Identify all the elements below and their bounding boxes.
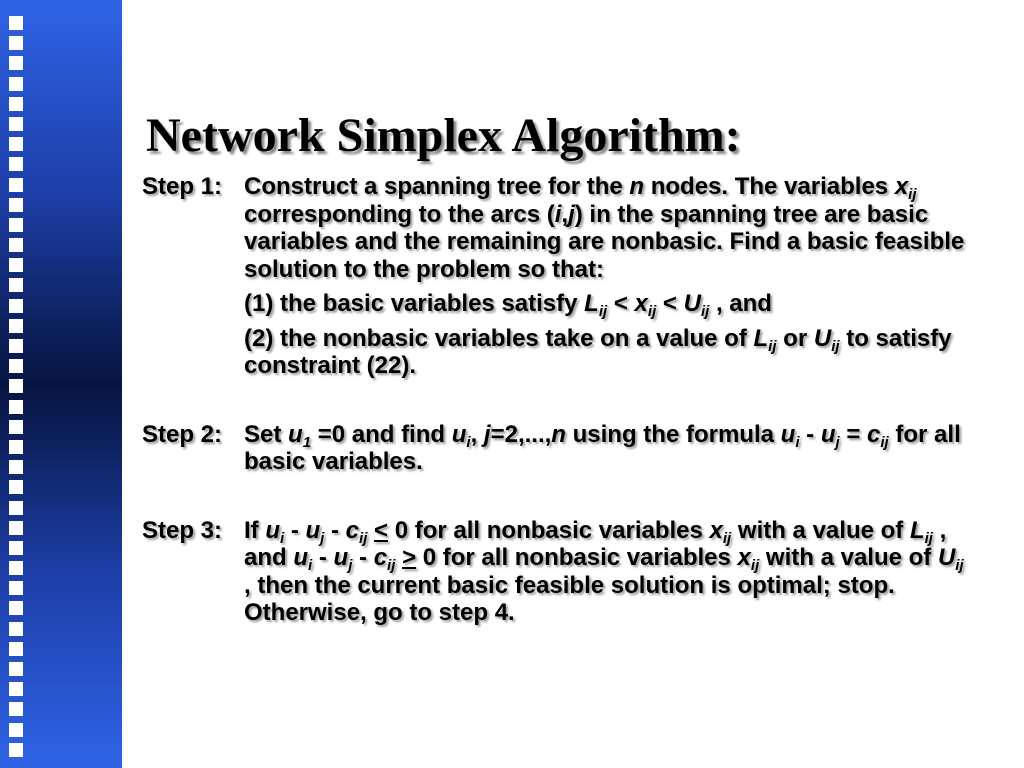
bullet-square xyxy=(9,359,23,373)
bullet-square xyxy=(9,480,23,494)
bullet-square xyxy=(9,400,23,414)
less-equal-sign: < xyxy=(374,516,389,544)
step-2-label: Step 2: xyxy=(142,420,223,448)
bullet-square xyxy=(9,440,23,454)
sidebar-squares xyxy=(9,16,23,763)
bullet-square xyxy=(9,581,23,595)
bullet-square xyxy=(9,117,23,131)
bullet-square xyxy=(9,97,23,111)
step-2 xyxy=(142,421,972,476)
bullet-square xyxy=(9,36,23,50)
sidebar-gradient xyxy=(0,0,122,768)
bullet-square xyxy=(9,601,23,615)
bullet-square xyxy=(9,319,23,333)
bullet-square xyxy=(9,339,23,353)
bullet-square xyxy=(9,460,23,474)
step-1-condition-1: (1) the basic variables satisfy $L_{ij} < x_{ij} < U_{ij}$ , and xyxy=(244,290,772,320)
bullet-square xyxy=(9,501,23,515)
bullet-square xyxy=(9,178,23,192)
bullet-square xyxy=(9,379,23,393)
bullet-square xyxy=(9,420,23,434)
bullet-square xyxy=(9,137,23,151)
greater-equal-sign: > xyxy=(402,544,417,571)
step-3-label: Step 3: xyxy=(142,516,223,544)
step-1-body xyxy=(244,173,972,380)
bullet-square xyxy=(9,218,23,232)
step-1-condition-2: (2) the nonbasic variables take on a value of $L_{ij}$ or $U_{ij}$ to satisfy constraint (22). xyxy=(244,324,952,379)
bullet-square xyxy=(9,278,23,292)
bullet-square xyxy=(9,157,23,171)
bullet-square xyxy=(9,642,23,656)
bullet-square xyxy=(9,258,23,272)
bullet-square xyxy=(9,541,23,555)
bullet-square xyxy=(9,299,23,313)
bullet-square xyxy=(9,521,23,535)
step-3-body: If $u_i - u_j - c_{ij} < 0$ for all nonbasic variables $x_{ij}$ with a value of $L_{ij}$ , and $u_i - u_j - c_{ij} > 0$ for all nonbasic variables $x_{ij}$ with a value of $U_{ij}$ , then the current basic feasible solution is optimal; stop. Otherwise, go to step 4. xyxy=(244,516,964,626)
step-1 xyxy=(142,173,972,380)
step-1-label: Step 1: xyxy=(142,173,223,200)
step-2-body: Set $u_1 =0$ and find $u_i$, j=2,...,n using the formula $u_i - u_j = c_{ij}$ for all basic variables. xyxy=(244,420,961,475)
bullet-square xyxy=(9,561,23,575)
bullet-square xyxy=(9,77,23,91)
bullet-square xyxy=(9,16,23,30)
bullet-square xyxy=(9,723,23,737)
step-1-text: Construct a spanning tree for the n nodes. The variables $x_{ij}$ corresponding to the arcs (i,j) in the spanning tree are basic variables and the remaining are nonbasic. Find a basic feasible solution to the problem so that: xyxy=(244,173,965,283)
bullet-square xyxy=(9,238,23,252)
step-3 xyxy=(142,517,972,627)
bullet-square xyxy=(9,198,23,212)
slide-content xyxy=(142,173,972,627)
slide-title: Network Simplex Algorithm: xyxy=(146,109,741,162)
bullet-square xyxy=(9,56,23,70)
bullet-square xyxy=(9,702,23,716)
bullet-square xyxy=(9,622,23,636)
bullet-square xyxy=(9,743,23,757)
bullet-square xyxy=(9,682,23,696)
bullet-square xyxy=(9,662,23,676)
